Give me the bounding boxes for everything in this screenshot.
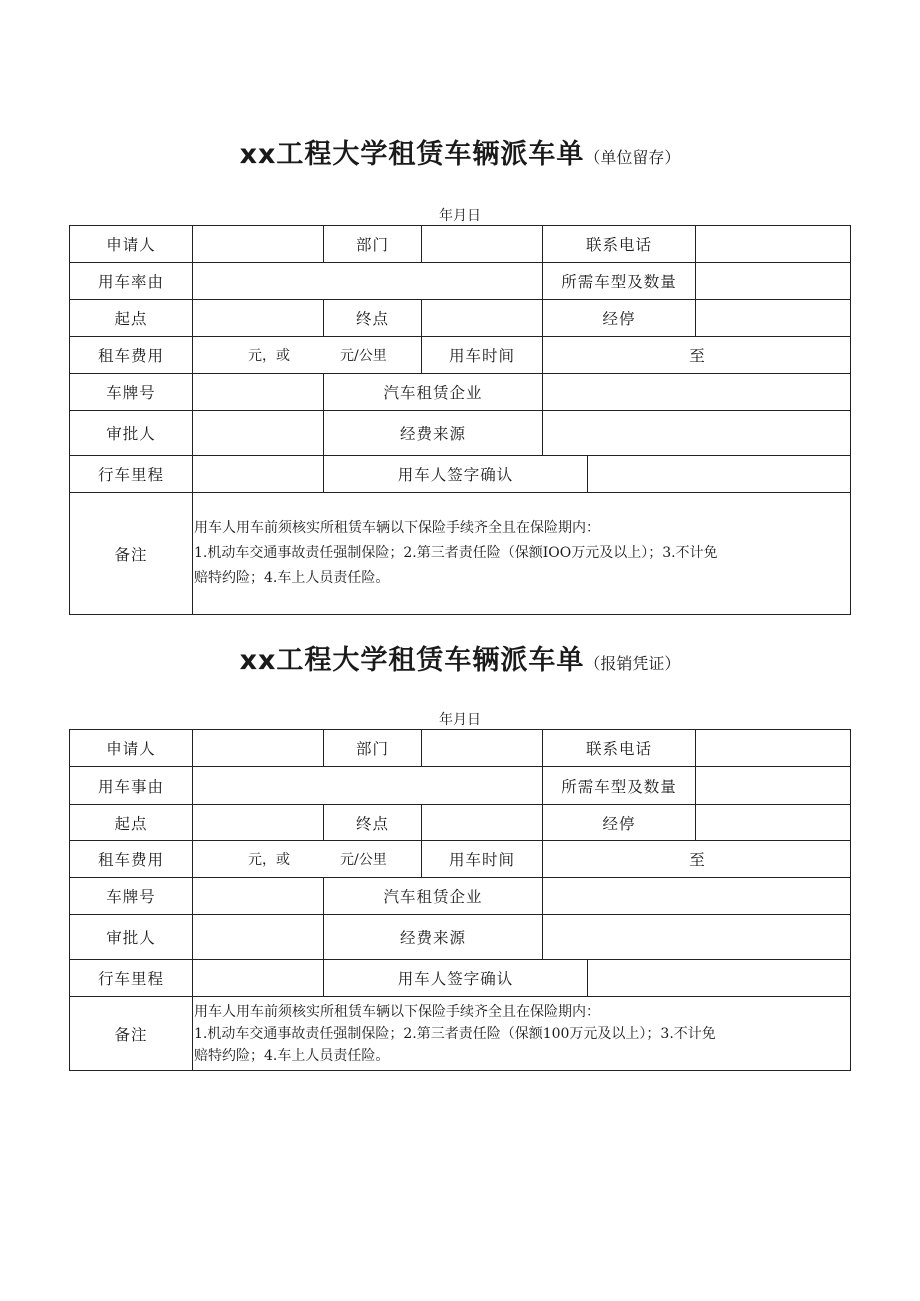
reason-field[interactable] — [193, 263, 543, 299]
row-route — [70, 300, 850, 337]
plate-field[interactable] — [193, 878, 324, 914]
row-remarks — [70, 997, 850, 1070]
rental-company-label: 汽车租赁企业 — [324, 374, 543, 410]
approver-field[interactable] — [193, 411, 324, 455]
rental-fee-field[interactable] — [193, 841, 422, 877]
mileage-label: 行车里程 — [70, 456, 193, 492]
row-fee — [70, 337, 850, 374]
approver-label: 审批人 — [70, 915, 193, 959]
fee-yuan-or: 元，或 — [248, 852, 290, 868]
end-field[interactable] — [422, 300, 543, 336]
fee-yuan-or: 元，或 — [248, 348, 290, 364]
form-title-main: xx工程大学租赁车辆派车单 — [239, 645, 585, 676]
applicant-field[interactable] — [193, 226, 324, 262]
row-applicant — [70, 730, 850, 767]
vehicle-type-label: 所需车型及数量 — [543, 263, 696, 299]
approver-label: 审批人 — [70, 411, 193, 455]
start-field[interactable] — [193, 300, 324, 336]
row-plate — [70, 374, 850, 411]
rental-fee-label: 租车费用 — [70, 841, 193, 877]
form-copy-label: （单位留存） — [584, 148, 681, 167]
department-label: 部门 — [324, 226, 422, 262]
applicant-label: 申请人 — [70, 226, 193, 262]
fee-per-km: 元/公里 — [340, 852, 387, 868]
end-field[interactable] — [422, 805, 543, 840]
reason-field[interactable] — [193, 767, 543, 804]
via-field[interactable] — [696, 300, 852, 336]
rental-company-label: 汽车租赁企业 — [324, 878, 543, 914]
approver-field[interactable] — [193, 915, 324, 959]
row-mileage — [70, 456, 850, 493]
remarks-line: 1.机动车交通事故责任强制保险；2.第三者责任险（保额IOO万元及以上）；3.不计免 — [194, 545, 718, 561]
vehicle-type-field[interactable] — [696, 767, 852, 804]
applicant-label: 申请人 — [70, 730, 193, 766]
plate-label: 车牌号 — [70, 374, 193, 410]
use-time-label: 用车时间 — [422, 337, 543, 373]
to-label: 至 — [689, 851, 706, 869]
rental-company-field[interactable] — [543, 374, 852, 410]
row-approver — [70, 411, 850, 456]
funding-source-field[interactable] — [543, 411, 852, 455]
remarks-line: 1.机动车交通事故责任强制保险；2.第三者责任险（保额100万元及以上）；3.不计免 — [194, 1025, 716, 1042]
reason-label: 用车率由 — [70, 263, 193, 299]
form-title — [0, 132, 920, 171]
row-reason — [70, 263, 850, 300]
department-label: 部门 — [324, 730, 422, 766]
form-title — [0, 638, 920, 677]
plate-field[interactable] — [193, 374, 324, 410]
remarks-label: 备注 — [70, 493, 193, 614]
start-field[interactable] — [193, 805, 324, 840]
via-field[interactable] — [696, 805, 852, 840]
user-signature-label: 用车人签字确认 — [324, 960, 588, 996]
dispatch-form-table — [69, 729, 851, 1071]
remarks-text — [192, 997, 850, 1070]
to-label: 至 — [689, 347, 706, 365]
plate-label: 车牌号 — [70, 878, 193, 914]
phone-label: 联系电话 — [543, 730, 696, 766]
rental-fee-label: 租车费用 — [70, 337, 193, 373]
funding-source-field[interactable] — [543, 915, 852, 959]
use-time-field[interactable] — [543, 337, 852, 373]
rental-company-field[interactable] — [543, 878, 852, 914]
phone-field[interactable] — [696, 226, 852, 262]
applicant-field[interactable] — [193, 730, 324, 766]
via-label: 经停 — [543, 300, 696, 336]
reason-label: 用车事由 — [70, 767, 193, 804]
mileage-label: 行车里程 — [70, 960, 193, 996]
form-copy-label: （报销凭证） — [584, 654, 681, 673]
rental-fee-field[interactable] — [193, 337, 422, 373]
remarks-line: 用车人用车前须核实所租赁车辆以下保险手续齐全且在保险期内： — [194, 1003, 600, 1020]
date-line: 年月日 — [439, 208, 481, 224]
funding-source-label: 经费来源 — [324, 411, 543, 455]
department-field[interactable] — [422, 226, 543, 262]
remarks-text — [192, 493, 850, 614]
remarks-line: 赔特约险；4.车上人员责任险。 — [194, 570, 390, 586]
phone-label: 联系电话 — [543, 226, 696, 262]
row-route — [70, 805, 850, 841]
row-approver — [70, 915, 850, 960]
row-reason — [70, 767, 850, 805]
vehicle-type-field[interactable] — [696, 263, 852, 299]
user-signature-label: 用车人签字确认 — [324, 456, 588, 492]
use-time-label: 用车时间 — [422, 841, 543, 877]
via-label: 经停 — [543, 805, 696, 840]
phone-field[interactable] — [696, 730, 852, 766]
mileage-field[interactable] — [193, 960, 324, 996]
user-signature-field[interactable] — [588, 960, 852, 996]
date-line: 年月日 — [439, 712, 481, 728]
remarks-line: 赔特约险；4.车上人员责任险。 — [194, 1047, 390, 1064]
funding-source-label: 经费来源 — [324, 915, 543, 959]
end-label: 终点 — [324, 805, 422, 840]
user-signature-field[interactable] — [588, 456, 852, 492]
remarks-label: 备注 — [70, 997, 193, 1070]
department-field[interactable] — [422, 730, 543, 766]
row-applicant — [70, 226, 850, 263]
row-mileage — [70, 960, 850, 997]
start-label: 起点 — [70, 805, 193, 840]
end-label: 终点 — [324, 300, 422, 336]
fee-per-km: 元/公里 — [340, 348, 387, 364]
vehicle-type-label: 所需车型及数量 — [543, 767, 696, 804]
use-time-field[interactable] — [543, 841, 852, 877]
row-remarks — [70, 493, 850, 614]
dispatch-form-table — [69, 225, 851, 615]
row-fee — [70, 841, 850, 878]
form-title-main: xx工程大学租赁车辆派车单 — [239, 139, 585, 170]
remarks-line: 用车人用车前须核实所租赁车辆以下保险手续齐全且在保险期内： — [194, 520, 600, 536]
start-label: 起点 — [70, 300, 193, 336]
row-plate — [70, 878, 850, 915]
mileage-field[interactable] — [193, 456, 324, 492]
